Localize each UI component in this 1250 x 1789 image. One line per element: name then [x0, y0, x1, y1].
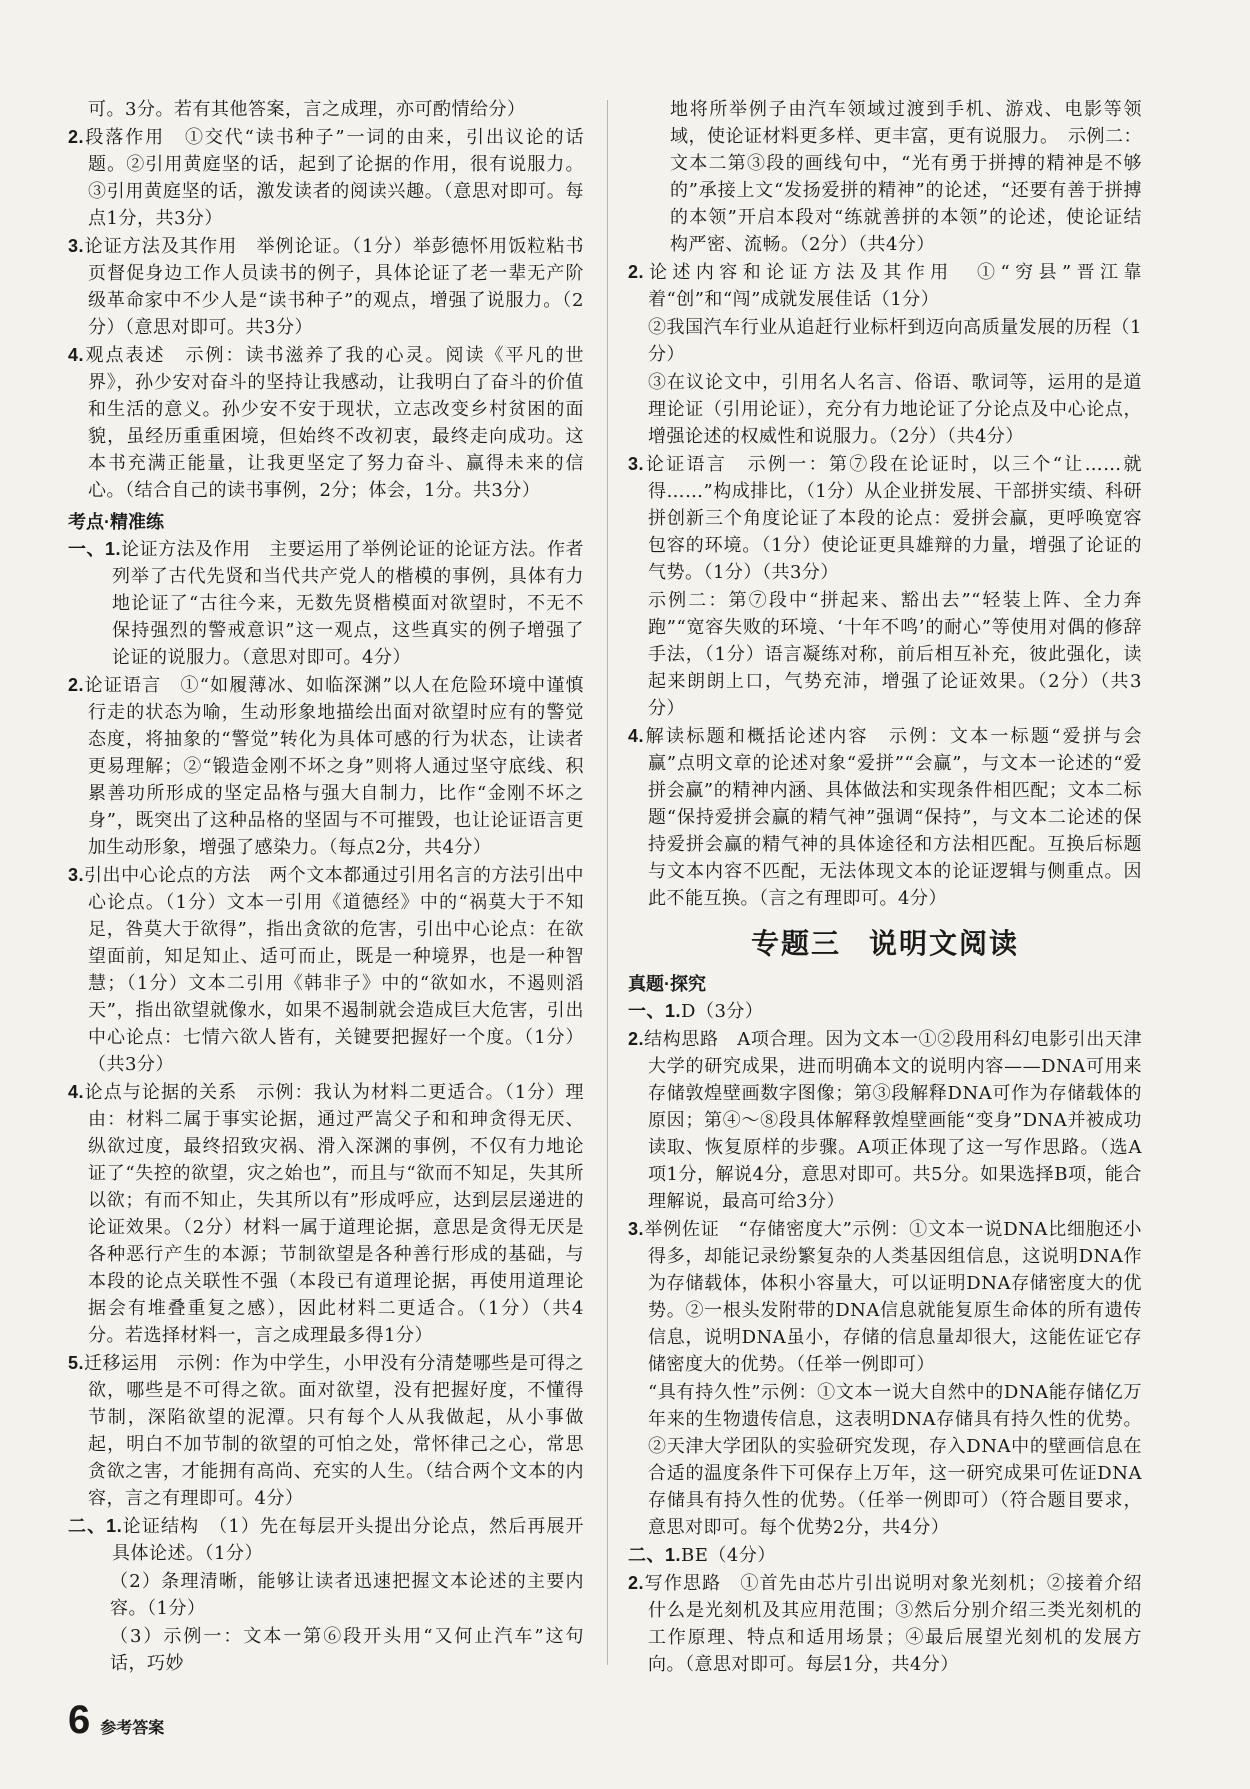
answer-text: 段落作用 ①交代“读书种子”一词的由来，引出议论的话题。②引用黄庭坚的话，起到了论据的作用，很有说服力。③引用黄庭坚的话，激发读者的阅读兴趣。（意思对即可。每点1分，共3分）: [84, 127, 584, 229]
answer-text: 写作思路 ①首先由芯片引出说明对象光刻机；②接着介绍什么是光刻机及其应用范围；③然后分别介绍三类光刻机的工作原理、特点和适用场景；④最后展望光刻机的发展方向。（意思对即可。每层1分，共4分）: [644, 1573, 1142, 1675]
answer-paragraph: [68, 862, 584, 1078]
answer-paragraph: [68, 1623, 584, 1677]
answer-paragraph: [628, 1379, 1142, 1541]
question-number: 2.: [628, 262, 645, 282]
answer-paragraph: [68, 1513, 584, 1567]
page-number: 6: [68, 1698, 91, 1742]
question-number: 3.: [628, 1219, 645, 1239]
answer-text: 地将所举例子由汽车领域过渡到手机、游戏、电影等领域，使论证材料更多样、更丰富，更有说服力。 示例二：文本二第③段的画线句中，“光有勇于拼搏的精神是不够的”承接上文“发扬爱拼的精神”的论述，“还要有善于拼搏的本领”开启本段对“练就善拼的本领”的论述，使论证结构严密、流畅。（2分）（共4分）: [670, 99, 1142, 255]
question-number: 4.: [628, 726, 645, 746]
question-number: 3.: [68, 865, 85, 885]
question-number: 二、1.: [628, 1545, 682, 1565]
answer-text: 观点表述 示例：读书滋养了我的心灵。阅读《平凡的世界》，孙少安对奋斗的坚持让我感动，让我明白了奋斗的价值和生活的意义。孙少安不安于现状，立志改变乡村贫困的面貌，虽经历重重困境，但始终不改初衷，最终走向成功。这本书充满正能量，让我更坚定了努力奋斗、赢得未来的信心。（结合自己的读书事例，2分；体会，1分。共3分）: [84, 345, 584, 501]
answer-paragraph: [68, 1079, 584, 1349]
answer-paragraph: [628, 314, 1142, 368]
answer-paragraph: [68, 536, 584, 671]
question-number: 2.: [68, 127, 85, 147]
section-heading: 考点·精准练: [68, 512, 164, 532]
question-number: 5.: [68, 1353, 85, 1373]
answer-paragraph: [628, 998, 1142, 1025]
section-heading: 真题·探究: [628, 974, 706, 994]
topic-title: [628, 922, 1142, 966]
answer-text: 可。3分。若有其他答案，言之成理，亦可酌情给分）: [88, 99, 526, 120]
topic-number: 专题三: [750, 927, 841, 960]
right-column: [628, 96, 1142, 1679]
question-number: 4.: [68, 345, 85, 365]
answer-text: （2）条理清晰，能够让读者迅速把握文本论述的主要内容。（1分）: [110, 1571, 584, 1619]
answer-text: ③在议论文中，引用名人名言、俗语、歌词等，运用的是道理论证（引用论证），充分有力地论证了分论点及中心论点，增强论述的权威性和说服力。（2分）（共4分）: [648, 372, 1142, 447]
answer-text: BE（4分）: [681, 1545, 776, 1566]
question-number: 一、1.: [68, 539, 122, 559]
answer-paragraph: [628, 369, 1142, 450]
question-number: 2.: [628, 1029, 645, 1049]
page-footer: [68, 1700, 164, 1740]
answer-text: 迁移运用 示例：作为中学生，小甲没有分清楚哪些是可得之欲，哪些是不可得之欲。面对欲望，没有把握好度，不懂得节制，深陷欲望的泥潭。只有每个人从我做起，从小事做起，明白不加节制的欲望的可怕之处，常怀律己之心，常思贪欲之害，才能拥有高尚、充实的人生。（结合两个文本的内容，言之有理即可。4分）: [84, 1353, 584, 1509]
question-number: 3.: [68, 236, 85, 256]
left-column: [68, 96, 584, 1678]
answer-paragraph: [68, 233, 584, 341]
answer-text: 论点与论据的关系 示例：我认为材料二更适合。（1分）理由：材料二属于事实论据，通过严嵩父子和和珅贪得无厌、纵欲过度，最终招致灾祸、滑入深渊的事例，不仅有力地论证了“失控的欲望，灾之始也”，而且与“欲而不知足，失其所以欲；有而不知止，失其所以有”形成呼应，达到层层递进的论证效果。（2分）材料一属于道理论据，意思是贪得无厌是各种恶行产生的本源；节制欲望是各种善行形成的基础，与本段的论点关联性不强（本段已有道理论据，再使用道理论据会有堆叠重复之感），因此材料二更适合。（1分）（共4分。若选择材料一，言之成理最多得1分）: [84, 1082, 584, 1346]
answer-paragraph: [68, 672, 584, 861]
answer-text: 论证结构 （1）先在每层开头提出分论点，然后再展开具体论述。（1分）: [112, 1516, 584, 1564]
answer-text: “具有持久性”示例：①文本一说大自然中的DNA能存储亿万年来的生物遗传信息，这表明DNA存储具有持久性的优势。②天津大学团队的实验研究发现，存入DNA中的壁画信息在合适的温度条件下可保存上万年，这一研究成果可佐证DNA存储具有持久性的优势。（任举一例即可）（符合题目要求，意思对即可。每个优势2分，共4分）: [648, 1382, 1142, 1538]
answer-text: 举例佐证 “存储密度大”示例：①文本一说DNA比细胞还小得多，却能记录纷繁复杂的人类基因组信息，这说明DNA作为存储载体，体积小容量大，可以证明DNA存储密度大的优势。②一根头发附带的DNA信息就能复原生命体的所有遗传信息，说明DNA虽小，存储的信息量却很大，这能佐证它存储密度大的优势。（任举一例即可）: [644, 1219, 1142, 1375]
answer-text: 解读标题和概括论述内容 示例：文本一标题“爱拼与会赢”点明文章的论述对象“爱拼”“会赢”，与文本一论述的“爱拼会赢”的精神内涵、具体做法和实现条件相匹配；文本二标题“保持爱拼会赢的精气神”强调“保持”，与文本二论述的保持爱拼会赢的精气神的具体途径和方法相匹配。互换后标题与文本内容不匹配，无法体现文本的论证逻辑与侧重点。因此不能互换。（言之有理即可。4分）: [644, 726, 1142, 909]
answer-paragraph: [68, 124, 584, 232]
answer-paragraph: [68, 1568, 584, 1622]
question-number: 一、1.: [628, 1001, 682, 1021]
answer-paragraph: [628, 723, 1142, 912]
answer-paragraph: [628, 587, 1142, 722]
answer-text: （3）示例一：文本一第⑥段开头用“又何止汽车”这句话，巧妙: [110, 1626, 584, 1674]
answer-paragraph: [628, 1570, 1142, 1678]
question-number: 二、1.: [68, 1516, 123, 1536]
answer-paragraph: [628, 96, 1142, 258]
topic-name: 说明文阅读: [869, 927, 1020, 960]
column-divider: [607, 100, 608, 1665]
answer-paragraph: [68, 1350, 584, 1512]
answer-text: ②我国汽车行业从追赶行业标杆到迈向高质量发展的历程（1分）: [648, 317, 1142, 365]
question-number: 2.: [68, 675, 85, 695]
answer-paragraph: [628, 1026, 1142, 1215]
answer-text: 引出中心论点的方法 两个文本都通过引用名言的方法引出中心论点。（1分）文本一引用《道德经》中的“祸莫大于不知足，咎莫大于欲得”，指出贪欲的危害，引出中心论点：在欲望面前，知足知止、适可而止，既是一种境界，也是一种智慧；（1分）文本二引用《韩非子》中的“欲如水，不遏则滔天”，指出欲望就像水，如果不遏制就会造成巨大危害，引出中心论点：七情六欲人皆有，关键要把握好一个度。（1分）（共3分）: [84, 865, 584, 1075]
answer-text: 示例二：第⑦段中“拼起来、豁出去”“轻装上阵、全力奔跑”“宽容失败的环境、‘十年不鸣’的耐心”等使用对偶的修辞手法，（1分）语言凝练对称，前后相互补充，彼此强化，读起来朗朗上口，气势充沛，增强了论证效果。（2分）（共3分）: [648, 590, 1142, 719]
answer-text: 结构思路 A项合理。因为文本一①②段用科幻电影引出天津大学的研究成果，进而明确本文的说明内容——DNA可用来存储敦煌壁画数字图像；第③段解释DNA可作为存储载体的原因；第④～⑧段具体解释敦煌壁画能“变身”DNA并被成功读取、恢复原样的步骤。A项正体现了这一写作思路。（选A项1分，解说4分，意思对即可。共5分。如果选择B项，能合理解说，最高可给3分）: [644, 1029, 1142, 1212]
answer-paragraph: [68, 96, 584, 123]
answer-text: D（3分）: [681, 1001, 764, 1022]
answer-paragraph: [628, 1542, 1142, 1569]
answer-paragraph: [628, 451, 1142, 586]
answer-paragraph: [68, 342, 584, 504]
question-number: 2.: [628, 1573, 645, 1593]
question-number: 3.: [628, 454, 645, 474]
answer-text: 论证语言 示例一：第⑦段在论证时，以三个“让……就得……”构成排比，（1分）从企业拼发展、干部拼实绩、科研拼创新三个角度论证了本段的论点：爱拼会赢，更呼唤宽容包容的环境。（1分）使论证更具雄辩的力量，增强了论证的气势。（1分）（共3分）: [644, 454, 1142, 583]
answer-text: 论证方法及其作用 举例论证。（1分）举彭德怀用饭粒粘书页督促身边工作人员读书的例子，具体论证了老一辈无产阶级革命家中不少人是“读书种子”的观点，增强了说服力。（2分）（意思对即可。共3分）: [84, 236, 584, 338]
answer-text: 论证语言 ①“如履薄冰、如临深渊”以人在危险环境中谨慎行走的状态为喻，生动形象地描绘出面对欲望时应有的警觉态度，将抽象的“警觉”转化为具体可感的行为状态，让读者更易理解；②“锻造金刚不坏之身”则将人通过坚守底线、积累善功所形成的坚定品格与强大自制力，比作“金刚不坏之身”，既突出了这种品格的坚固与不可摧毁，也让论证语言更加生动形象，增强了感染力。（每点2分，共4分）: [84, 675, 584, 858]
answer-paragraph: [628, 259, 1142, 313]
answer-paragraph: [628, 1216, 1142, 1378]
answer-text: 论证方法及作用 主要运用了举例论证的论证方法。作者列举了古代先贤和当代共产党人的楷模的事例，具体有力地论证了“古往今来，无数先贤楷模面对欲望时，不无不保持强烈的警戒意识”这一观点，这些真实的例子增强了论证的说服力。（意思对即可。4分）: [112, 539, 585, 668]
footer-label: 参考答案: [100, 1718, 165, 1737]
question-number: 4.: [68, 1082, 85, 1102]
answer-text: 论述内容和论证方法及其作用 ①“穷县”晋江靠着“创”和“闯”成就发展佳话（1分）: [644, 262, 1142, 310]
